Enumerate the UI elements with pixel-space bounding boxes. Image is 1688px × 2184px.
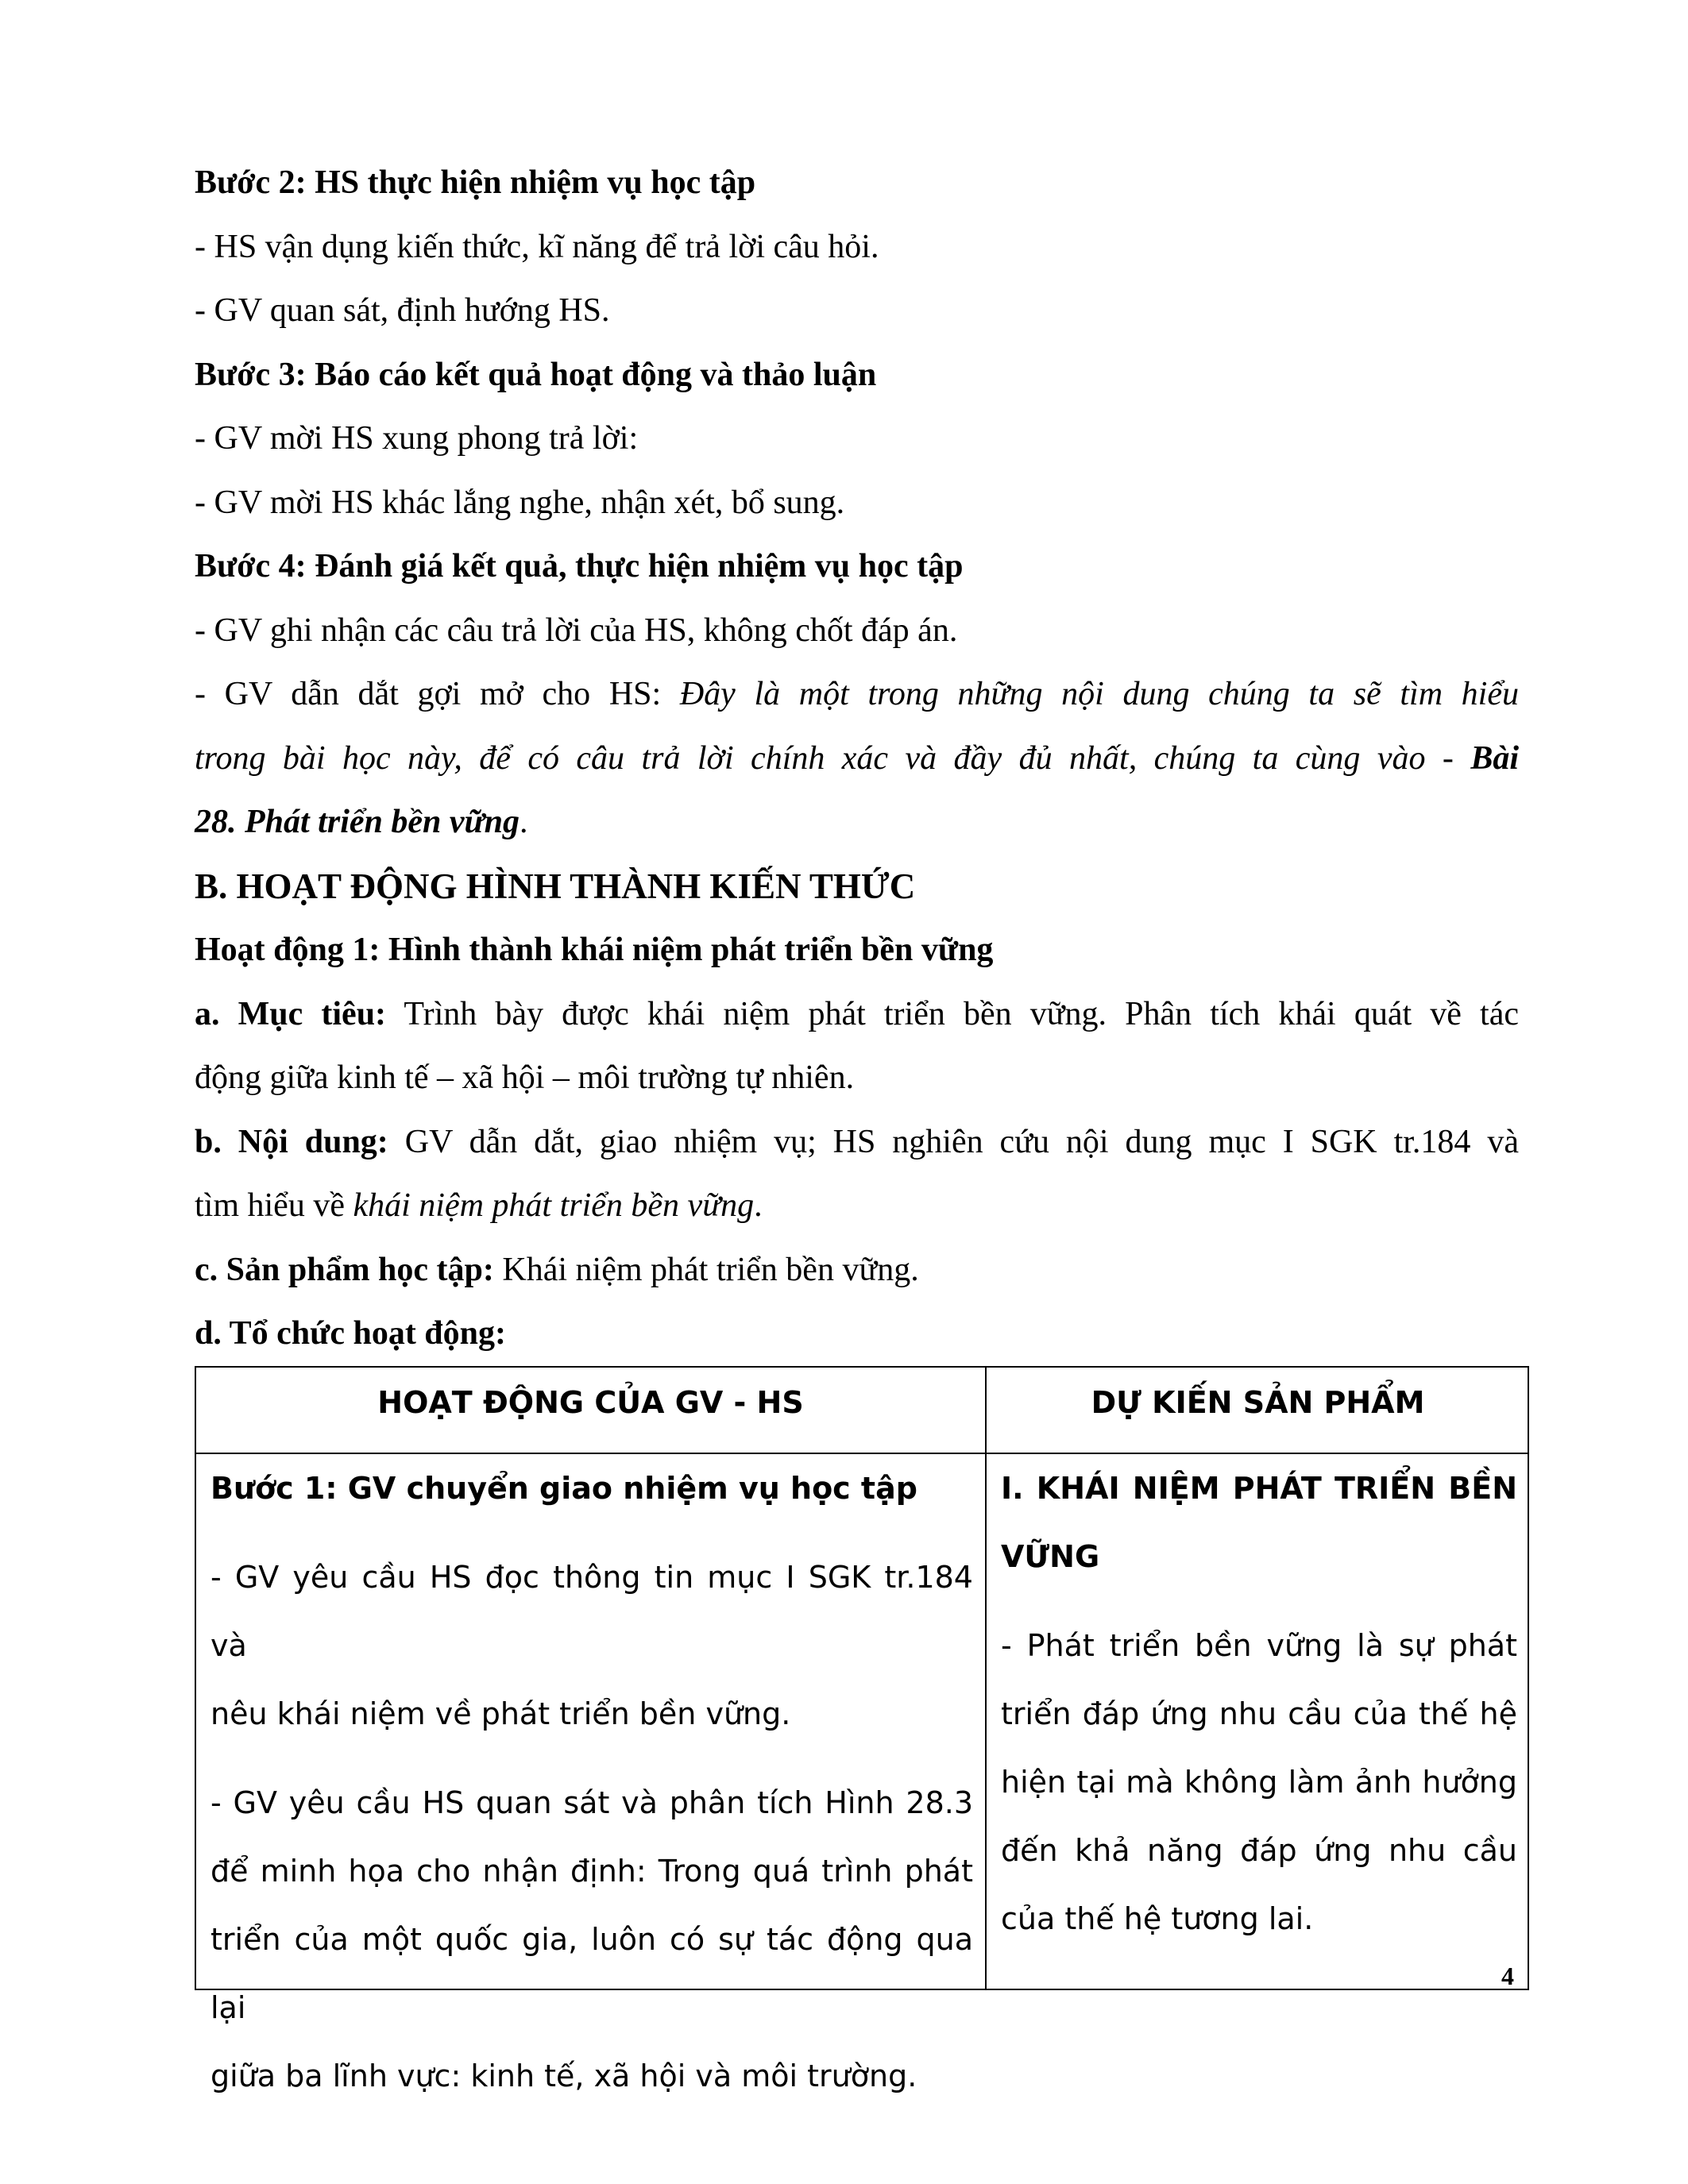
activity1-a-text-1: Trình bày được khái niệm phát triển bền vững. Phân tích khái quát về tác — [386, 995, 1519, 1032]
activity1-b-line1 — [195, 1110, 1519, 1175]
step4-item-1: - GV ghi nhận các câu trả lời của HS, không chốt đáp án. — [195, 612, 958, 649]
table-left-p1-l1: - GV yêu cầu HS đọc thông tin mục I SGK tr.184 và — [211, 1560, 973, 1663]
table-left-p2-l1: - GV yêu cầu HS quan sát và phân tích Hình 28.3 — [211, 1785, 973, 1820]
table-column-divider — [985, 1368, 987, 1989]
table-left-p2-l3: triển của một quốc gia, luôn có sự tác động qua lại — [211, 1922, 973, 2025]
activity1-d-label: d. Tổ chức hoạt động: — [195, 1315, 507, 1352]
activity1-b-label: b. Nội dung: — [195, 1123, 388, 1160]
step2-item-1: - HS vận dụng kiến thức, kĩ năng để trả lời câu hỏi. — [195, 228, 879, 265]
section-b-heading: B. HOẠT ĐỘNG HÌNH THÀNH KIẾN THỨC — [195, 866, 916, 906]
table-right-p-l5: của thế hệ tương lai. — [1001, 1901, 1314, 1936]
activity1-b-text-italic: khái niệm phát triển bền vững — [353, 1187, 755, 1224]
table-header-left: HOẠT ĐỘNG CỦA GV - HS — [377, 1385, 804, 1420]
page-number: 4 — [1501, 1962, 1514, 1990]
table-left-heading: Bước 1: GV chuyển giao nhiệm vụ học tập — [211, 1471, 917, 1506]
step3-item-2: - GV mời HS khác lắng nghe, nhận xét, bổ sung. — [195, 484, 845, 521]
table-left-p1-l2: nêu khái niệm về phát triển bền vững. — [211, 1696, 791, 1731]
table-left-p2-l2: để minh họa cho nhận định: Trong quá trình phát — [211, 1854, 973, 1889]
step4-item-2-italic-2: trong bài học này, để có câu trả lời chính xác và đầy đủ nhất, chúng ta cùng vào - — [195, 739, 1471, 777]
activity1-c-line — [195, 1238, 1519, 1302]
body-text — [195, 151, 1519, 1366]
step2-heading: Bước 2: HS thực hiện nhiệm vụ học tập — [195, 164, 756, 201]
activity-table — [195, 1366, 1529, 2093]
table-cell-left — [211, 1454, 973, 2110]
table-cell-right — [1001, 1454, 1517, 1953]
step4-item-2-italic-1: Đây là một trong những nội dung chúng ta sẽ tìm hiểu — [679, 676, 1519, 712]
activity1-b-text-2: tìm hiểu về — [195, 1187, 353, 1224]
step2-item-2: - GV quan sát, định hướng HS. — [195, 292, 610, 329]
table-right-heading-l1: I. KHÁI NIỆM PHÁT TRIỂN BỀN — [1001, 1471, 1517, 1506]
step4-item-2-prefix: - GV dẫn dắt gợi mở cho HS: — [195, 676, 680, 712]
activity1-c-label: c. Sản phẩm học tập: — [195, 1251, 494, 1288]
step4-item-2-bold-2: 28. Phát triển bền vững — [195, 804, 520, 840]
table-left-p2-l4: giữa ba lĩnh vực: kinh tế, xã hội và môi trường. — [211, 2059, 917, 2093]
activity1-a-label: a. Mục tiêu: — [195, 995, 387, 1032]
step4-item-2-bold-1: Bài — [1470, 739, 1519, 777]
step3-heading: Bước 3: Báo cáo kết quả hoạt động và thảo luận — [195, 356, 877, 393]
step3-item-1: - GV mời HS xung phong trả lời: — [195, 420, 639, 457]
step4-item-2-line2 — [195, 727, 1519, 791]
activity1-heading: Hoạt động 1: Hình thành khái niệm phát triển bền vững — [195, 932, 994, 968]
table-right-p-l2: triển đáp ứng nhu cầu của thế hệ — [1001, 1696, 1517, 1731]
table-right-p-l3: hiện tại mà không làm ảnh hưởng — [1001, 1765, 1517, 1800]
activity1-b-text-end: . — [754, 1187, 763, 1224]
table-header-right: DỰ KIẾN SẢN PHẨM — [1091, 1385, 1425, 1420]
activity1-a-line1 — [195, 982, 1519, 1047]
activity1-b-line2 — [195, 1174, 1519, 1238]
step4-item-2-end: . — [520, 804, 528, 840]
table-right-p-l1: - Phát triển bền vững là sự phát — [1001, 1628, 1517, 1663]
activity1-c-text: Khái niệm phát triển bền vững. — [493, 1251, 919, 1288]
table-right-heading-l2: VỮNG — [1001, 1539, 1100, 1574]
step4-item-2-line1 — [195, 662, 1519, 727]
activity1-b-text-1: GV dẫn dắt, giao nhiệm vụ; HS nghiên cứu nội dung mục I SGK tr.184 và — [388, 1123, 1519, 1160]
table-right-p-l4: đến khả năng đáp ứng nhu cầu — [1001, 1833, 1517, 1868]
activity1-a-line2: động giữa kinh tế – xã hội – môi trường tự nhiên. — [195, 1059, 855, 1096]
step4-heading: Bước 4: Đánh giá kết quả, thực hiện nhiệm vụ học tập — [195, 548, 964, 585]
step4-item-2-line3 — [195, 790, 1519, 855]
